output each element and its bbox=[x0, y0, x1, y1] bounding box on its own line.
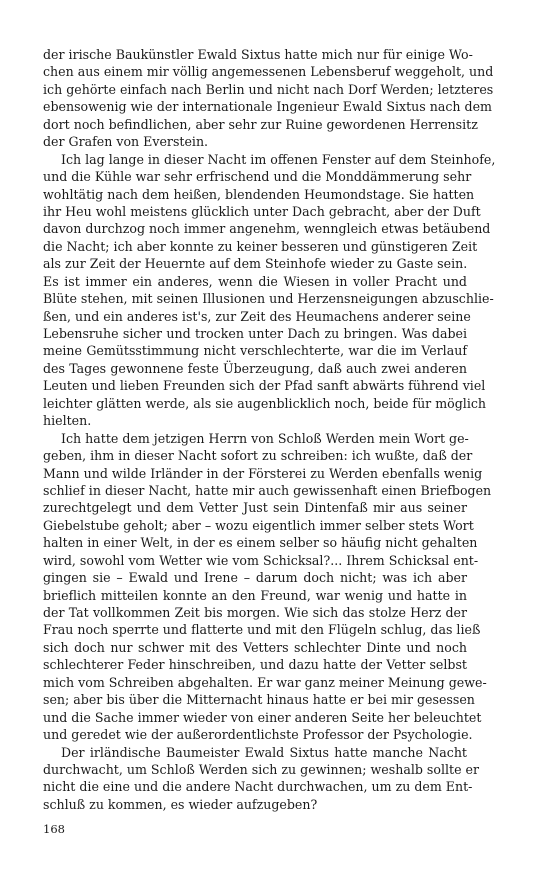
text-line: gingen sie – Ewald und Irene – darum doch nicht; was ich aber bbox=[43, 570, 467, 586]
text-line: Lebensruhe sicher und trocken unter Dach zu bringen. Was dabei bbox=[43, 326, 467, 341]
text-line: als zur Zeit der Heuernte auf dem Steinhofe wieder zu Gaste sein. bbox=[43, 256, 468, 272]
text-line: ebensowenig wie der internationale Ingenieur Ewald Sixtus nach dem bbox=[43, 99, 492, 115]
text-line: geben, ihm in dieser Nacht sofort zu schreiben: ich wußte, daß der bbox=[43, 448, 473, 464]
text-line: chen aus einem mir völlig angemessenen Lebensberuf weggeholt, und bbox=[43, 64, 494, 80]
text-line: Der irländische Baumeister Ewald Sixtus hatte manche Nacht bbox=[61, 744, 467, 760]
text-line: und die Kühle war sehr erfrischend und die Monddämmerung sehr bbox=[43, 169, 472, 185]
text-line: Ich hatte dem jetzigen Herrn von Schloß Werden mein Wort ge- bbox=[61, 430, 469, 446]
text-line: sich doch nur schwer mit des Vetters schlechter Dinte und noch bbox=[43, 639, 467, 655]
text-line: schlief in dieser Nacht, hatte mir auch gewissenhaft einen Briefbogen bbox=[43, 482, 492, 498]
text-line: Ich lag lange in dieser Nacht im offenen Fenster auf dem Steinhofe, bbox=[61, 151, 496, 167]
text-line: der Grafen von Everstein. bbox=[43, 134, 209, 150]
paragraph bbox=[43, 46, 494, 151]
text-line: brieflich mitteilen konnte an den Freund, war wenig und hatte in bbox=[43, 587, 467, 603]
text-line: wird, sowohl vom Wetter wie vom Schicksal?... Ihrem Schicksal ent- bbox=[43, 552, 479, 568]
text-line: zurechtgelegt und dem Vetter Just sein Dintenfaß mir aus seiner bbox=[43, 500, 467, 516]
text-line: ihr Heu wohl meistens glücklich unter Dach gebracht, aber der Duft bbox=[43, 203, 481, 219]
text-line: Giebelstube geholt; aber – wozu eigentlich immer selber stets Wort bbox=[43, 517, 474, 533]
text-line: leichter glätten werde, als sie augenblicklich noch, beide für möglich bbox=[43, 395, 487, 411]
text-line: mich vom Schreiben abgehalten. Er war ganz meiner Meinung gewe- bbox=[43, 674, 487, 690]
text-line: Leuten und lieben Freunden sich der Pfad sanft abwärts führend viel bbox=[43, 378, 486, 394]
text-line: der Tat vollkommen Zeit bis morgen. Wie sich das stolze Herz der bbox=[43, 605, 467, 620]
text-line: die Nacht; ich aber konnte zu keiner besseren und günstigeren Zeit bbox=[43, 238, 478, 254]
text-line: hielten. bbox=[43, 413, 92, 429]
text-line: meine Gemütsstimmung nicht verschlechterte, war die im Verlauf bbox=[43, 343, 467, 359]
text-line: des Tages gewonnene feste Überzeugung, daß auch zwei anderen bbox=[43, 360, 467, 376]
text-line: Es ist immer ein anderes, wenn die Wiesen in voller Pracht und bbox=[43, 273, 467, 289]
body-text bbox=[43, 46, 496, 813]
text-line: nicht die eine und die andere Nacht durchwachen, um zu dem Ent- bbox=[43, 779, 473, 795]
paragraph bbox=[43, 430, 492, 744]
text-line: Frau noch sperrte und flatterte und mit den Flügeln schlug, das ließ bbox=[43, 622, 481, 638]
text-line: schluß zu kommen, es wieder aufzugeben? bbox=[43, 796, 318, 812]
text-line: ßen, und ein anderes ist's, zur Zeit des Heumachens anderer seine bbox=[43, 308, 471, 324]
text-line: wohltätig nach dem heißen, blendenden Heumondstage. Sie hatten bbox=[43, 186, 475, 202]
text-line: und die Sache immer wieder von einer anderen Seite her beleuchtet bbox=[43, 709, 482, 725]
text-line: halten in einer Welt, in der es einem selber so häufig nicht gehalten bbox=[43, 535, 478, 551]
text-line: ich gehörte einfach nach Berlin und nicht nach Dorf Werden; letzteres bbox=[43, 81, 494, 97]
paragraph bbox=[43, 151, 496, 430]
text-line: der irische Baukünstler Ewald Sixtus hatte mich nur für einige Wo- bbox=[43, 47, 473, 62]
text-line: und geredet wie der außerordentlichste Professor der Psychologie. bbox=[43, 727, 473, 743]
text-line: schlechterer Feder hinschreiben, und dazu hatte der Vetter selbst bbox=[43, 657, 467, 673]
paragraph bbox=[43, 744, 480, 814]
text-line: dort noch befindlichen, aber sehr zur Ruine gewordenen Herrensitz bbox=[43, 116, 478, 132]
text-line: Blüte stehen, mit seinen Illusionen und Herzensneigungen abzuschlie- bbox=[43, 291, 494, 307]
text-line: sen; aber bis über die Mitternacht hinaus hatte er bei mir gesessen bbox=[43, 692, 475, 708]
text-line: davon durchzog noch immer angenehm, wenngleich etwas betäubend bbox=[43, 221, 491, 237]
page-number: 168 bbox=[43, 822, 65, 836]
text-line: Mann und wilde Irländer in der Försterei zu Werden ebenfalls wenig bbox=[43, 465, 483, 481]
text-line: durchwacht, um Schloß Werden sich zu gewinnen; weshalb sollte er bbox=[43, 761, 480, 777]
